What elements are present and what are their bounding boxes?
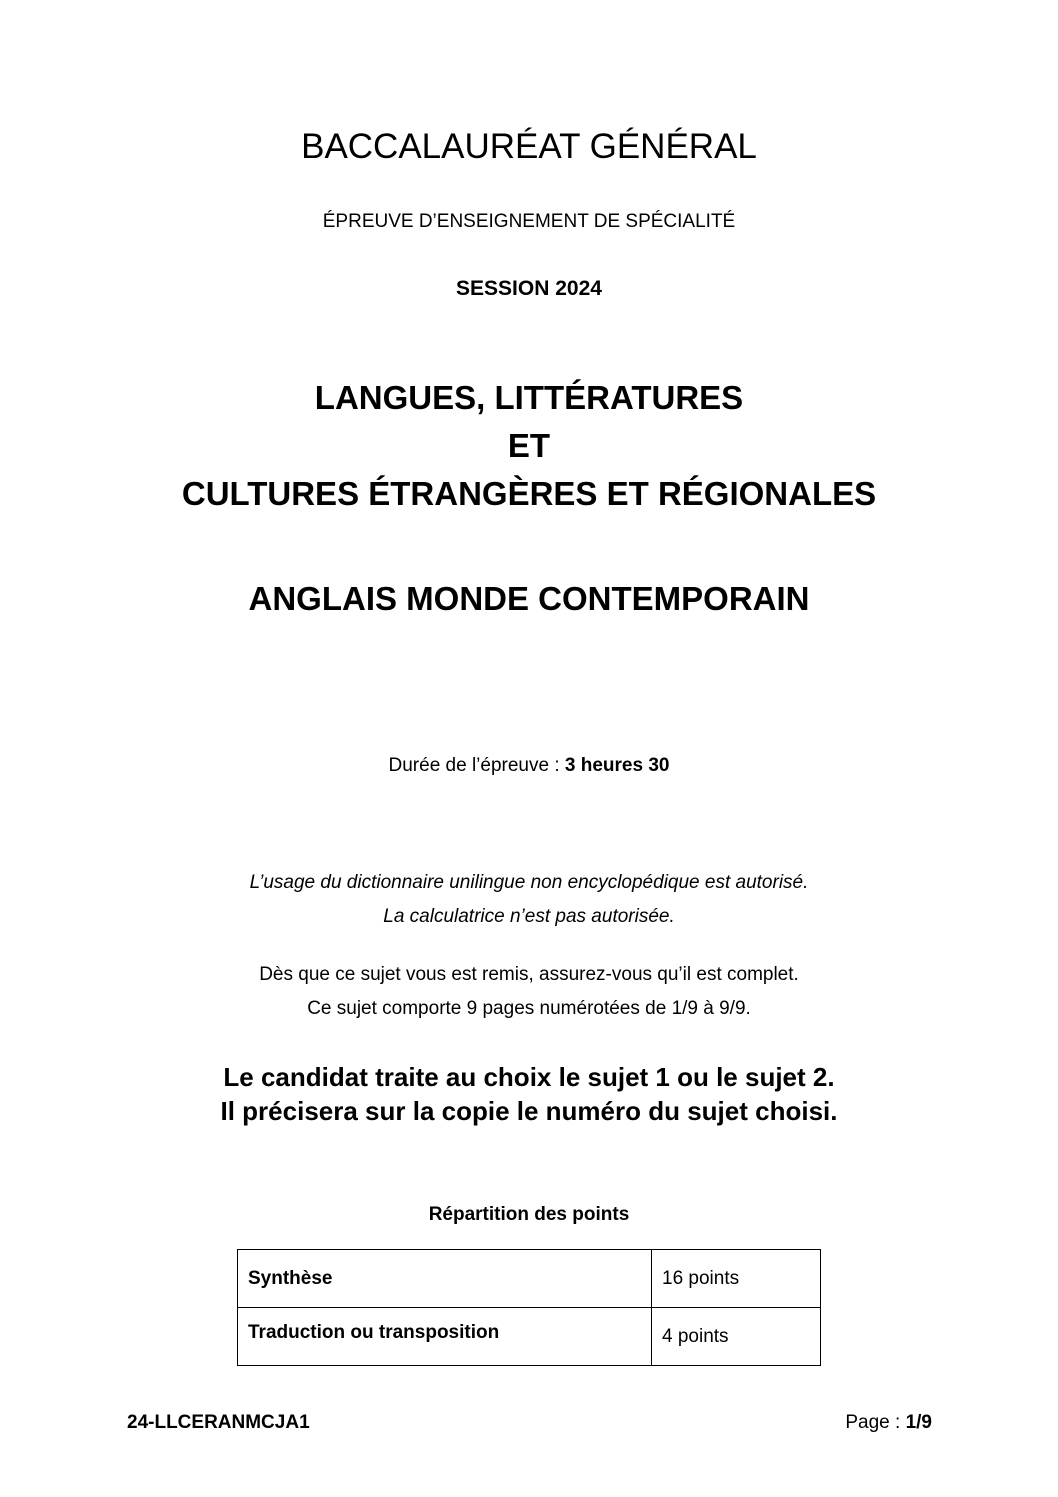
exam-title: BACCALAURÉAT GÉNÉRAL [301,127,757,166]
exam-type: ÉPREUVE D’ENSEIGNEMENT DE SPÉCIALITÉ [322,211,736,232]
duration-label: Durée de l’épreuve : [388,755,565,776]
choice-instructions [0,1060,1058,1128]
page-label: Page : [845,1412,906,1433]
calculator-rule: La calculatrice n’est pas autorisée. [383,906,675,927]
points-row-label: Traduction ou transposition [238,1308,652,1366]
session-label: SESSION 2024 [456,277,602,300]
completeness-note [0,958,1058,1026]
points-row-value: 4 points [652,1308,821,1366]
subject-line-1: LANGUES, LITTÉRATURES [314,379,744,416]
points-row-value: 16 points [652,1250,821,1308]
points-table [237,1249,821,1366]
page-value: 1/9 [905,1412,932,1433]
choice-line-2: Il précisera sur la copie le numéro du sujet choisi. [220,1096,838,1126]
table-row [238,1308,821,1366]
completeness-line-1: Dès que ce sujet vous est remis, assurez-vous qu’il est complet. [259,964,799,985]
duration-value: 3 heures 30 [564,755,670,776]
points-title: Répartition des points [428,1204,630,1225]
duration-line [0,753,1058,779]
subject-line-3: CULTURES ÉTRANGÈRES ET RÉGIONALES [181,475,877,512]
choice-line-1: Le candidat traite au choix le sujet 1 ou le sujet 2. [223,1062,835,1092]
exam-code: 24-LLCERANMCJA1 [127,1412,310,1433]
points-row-label: Synthèse [238,1250,652,1308]
rules-block [0,866,1058,934]
subject-line-2: ET [507,427,551,464]
page-number [845,1411,932,1435]
completeness-line-2: Ce sujet comporte 9 pages numérotées de 1/9 à 9/9. [307,998,751,1019]
table-row [238,1250,821,1308]
language-title: ANGLAIS MONDE CONTEMPORAIN [248,580,810,617]
dictionary-rule: L’usage du dictionnaire unilingue non encyclopédique est autorisé. [249,872,809,893]
subject-title [0,374,1058,518]
